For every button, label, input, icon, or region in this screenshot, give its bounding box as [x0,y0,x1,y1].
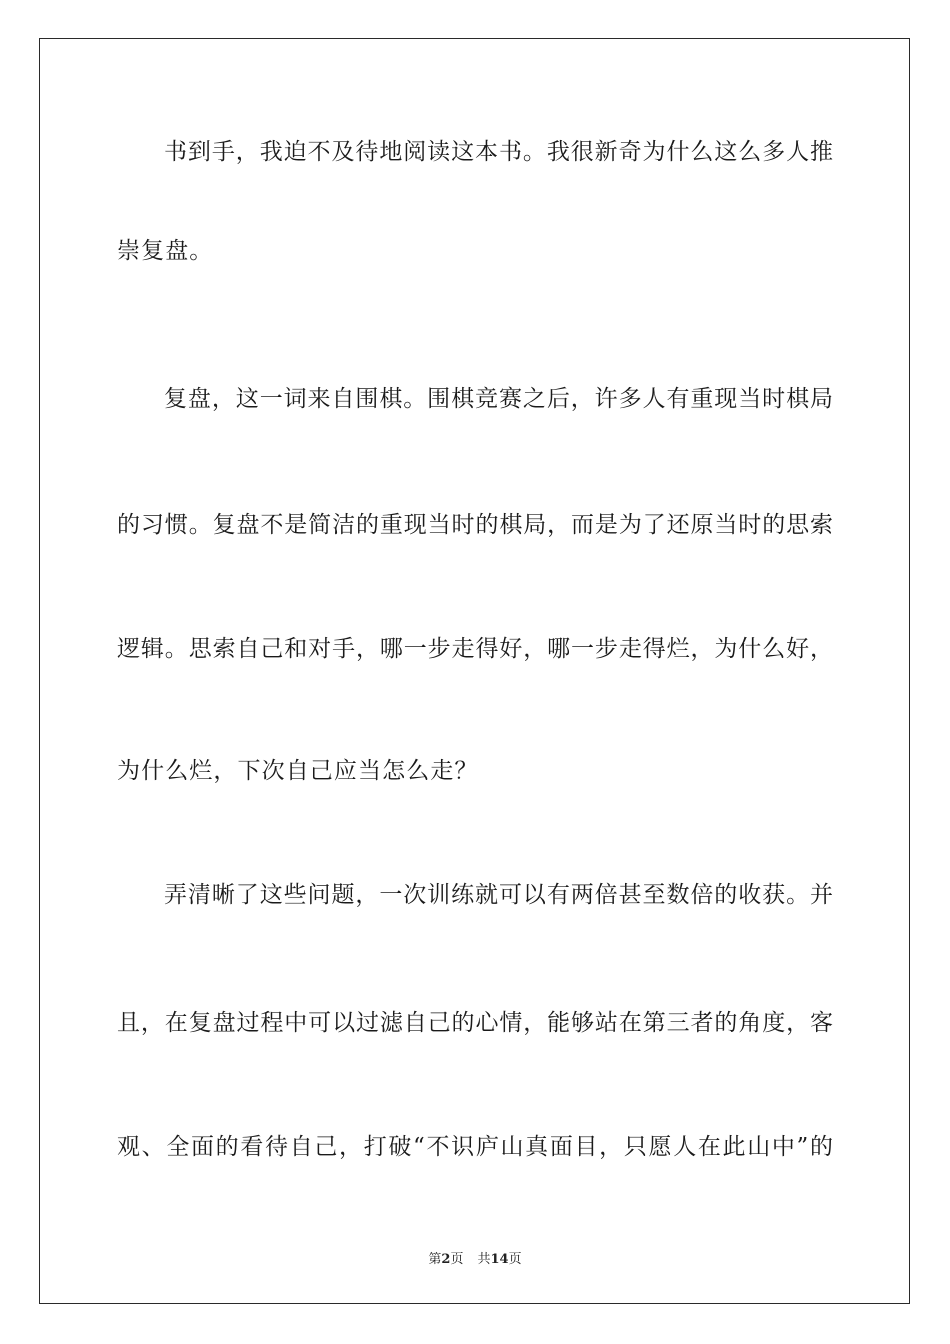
page-frame [39,38,910,1304]
paragraph-line: 的习惯。复盘不是简洁的重现当时的棋局，而是为了还原当时的思索 [117,512,833,538]
total-suffix: 页 [508,1252,522,1267]
paragraph-line: 观、全面的看待自己，打破“不识庐山真面目，只愿人在此山中”的 [117,1134,833,1160]
page-suffix: 页 [450,1252,464,1267]
page-prefix: 第 [428,1252,442,1267]
paragraph-line: 为什么烂，下次自己应当怎么走？ [117,758,479,784]
total-prefix: 共 [477,1252,491,1267]
paragraph-line: 复盘，这一词来自围棋。围棋竞赛之后，许多人有重现当时棋局 [164,386,833,412]
paragraph-line: 弄清晰了这些问题，一次训练就可以有两倍甚至数倍的收获。并 [164,882,833,908]
page-total: 14 [490,1252,509,1267]
paragraph-line: 书到手，我迫不及待地阅读这本书。我很新奇为什么这么多人推 [164,139,833,165]
paragraph-line: 逻辑。思索自己和对手，哪一步走得好，哪一步走得烂，为什么好， [117,636,833,662]
paragraph-line: 崇复盘。 [117,238,214,264]
page-footer [0,1248,950,1267]
page-current: 2 [441,1252,451,1267]
paragraph-line: 且，在复盘过程中可以过滤自己的心情，能够站在第三者的角度，客 [117,1010,833,1036]
